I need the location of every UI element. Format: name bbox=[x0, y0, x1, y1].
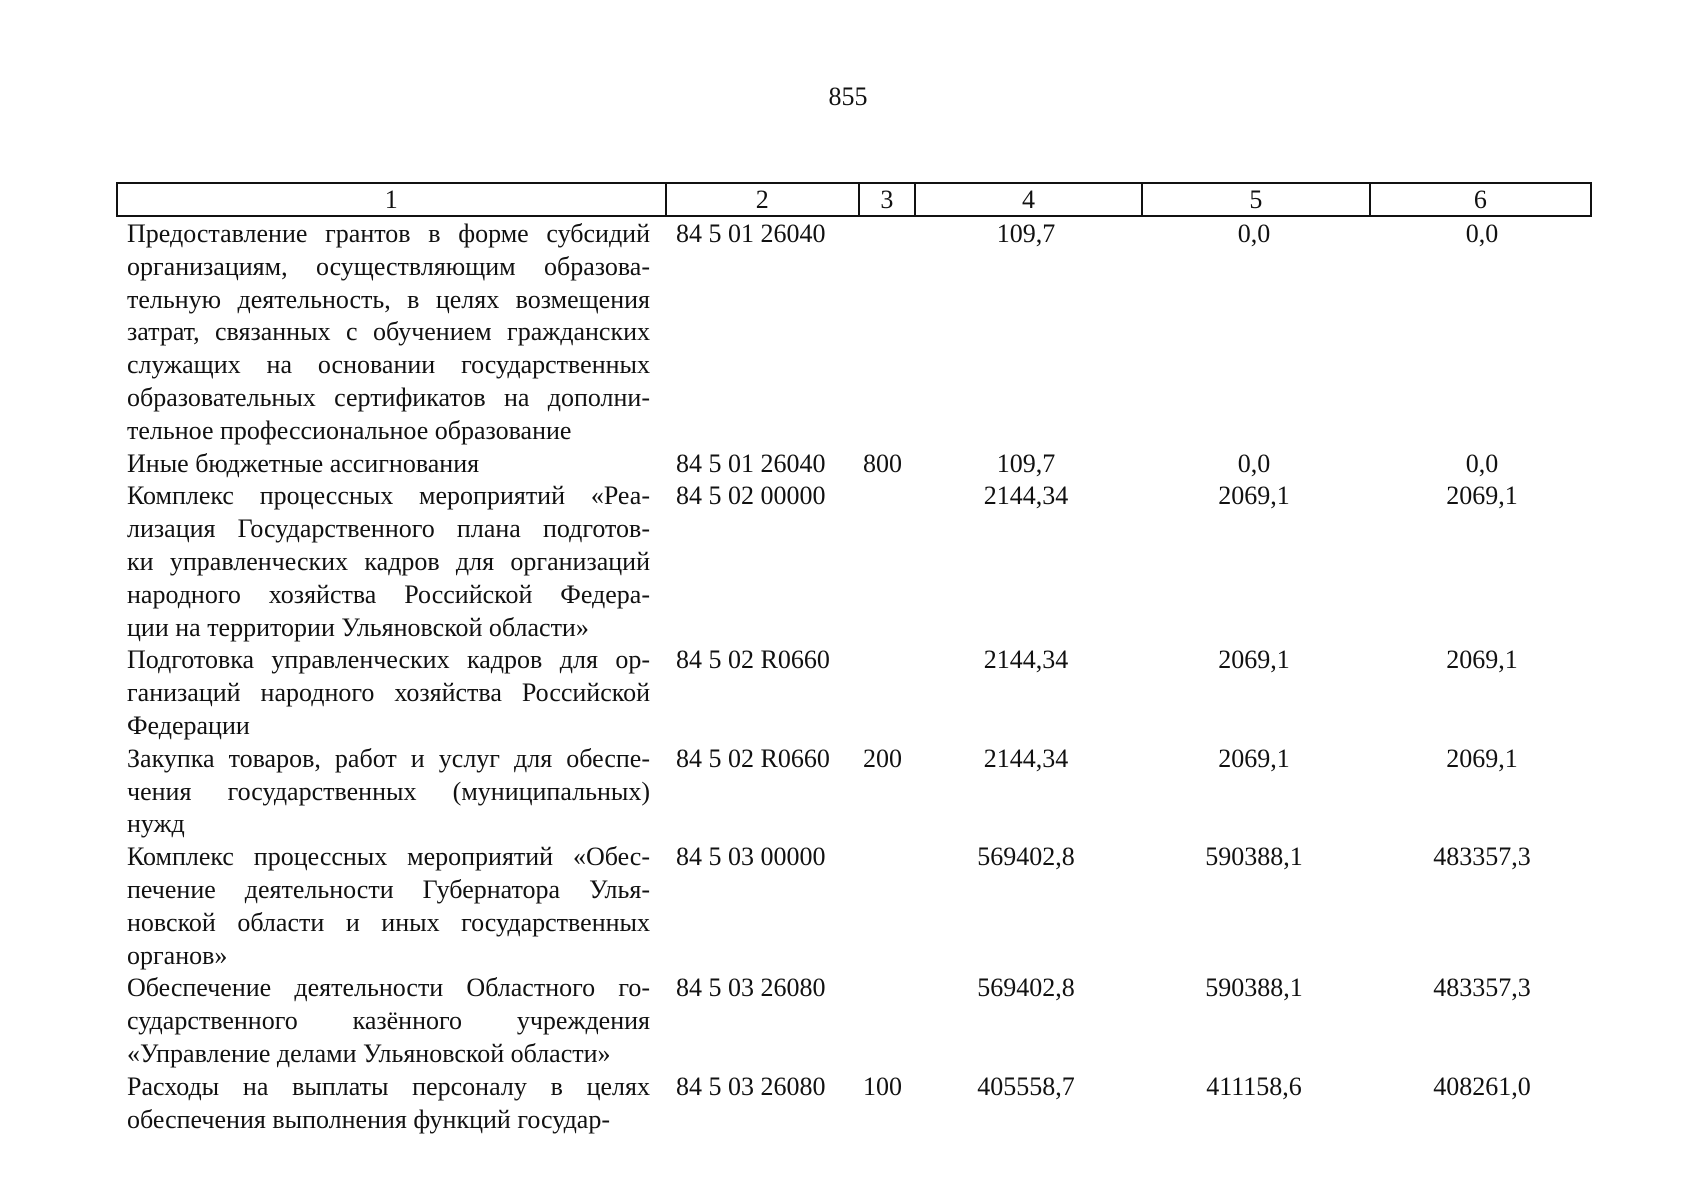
description-line: народного хозяйства Российской Федера- bbox=[127, 579, 650, 609]
row-value-4: 569402,8 bbox=[977, 973, 1075, 1003]
description-line: чения государственных (муниципальных) bbox=[127, 776, 650, 806]
header-col-3: 3 bbox=[860, 184, 916, 215]
row-description bbox=[127, 1071, 650, 1137]
table-row bbox=[0, 480, 1696, 644]
row-description bbox=[127, 972, 650, 1070]
description-line: тельное профессиональное образование bbox=[127, 415, 572, 445]
description-line: печение деятельности Губернатора Улья- bbox=[127, 874, 650, 904]
table-body bbox=[0, 218, 1696, 1136]
description-line: Федерации bbox=[127, 710, 250, 740]
description-line: Обеспечение деятельности Областного го- bbox=[127, 973, 650, 1003]
row-code: 84 5 01 26040 bbox=[676, 448, 826, 478]
row-code: 84 5 03 26080 bbox=[676, 1071, 826, 1101]
table-row bbox=[0, 448, 1696, 481]
row-description bbox=[127, 743, 650, 841]
row-value-4: 2144,34 bbox=[983, 481, 1069, 511]
row-type: 100 bbox=[863, 1071, 902, 1101]
description-line: образовательных сертификатов на дополни- bbox=[127, 382, 650, 412]
row-value-5: 0,0 bbox=[1237, 219, 1271, 248]
description-line: «Управление делами Ульяновской области» bbox=[127, 1038, 611, 1068]
row-value-6: 0,0 bbox=[1465, 219, 1499, 248]
row-description bbox=[127, 841, 650, 972]
header-col-1: 1 bbox=[118, 184, 667, 215]
row-description bbox=[127, 644, 650, 742]
row-description bbox=[127, 480, 650, 644]
description-line: нужд bbox=[127, 809, 185, 839]
header-col-2: 2 bbox=[667, 184, 860, 215]
row-value-4: 569402,8 bbox=[977, 842, 1075, 872]
description-line: тельную деятельность, в целях возмещения bbox=[127, 284, 650, 314]
row-type: 800 bbox=[863, 448, 902, 478]
row-code: 84 5 02 00000 bbox=[676, 481, 826, 511]
row-value-4: 109,7 bbox=[996, 219, 1056, 248]
description-line: служащих на основании государственных bbox=[127, 350, 650, 380]
description-line: Комплекс процессных мероприятий «Реа- bbox=[127, 481, 650, 511]
description-line: ции на территории Ульяновской области» bbox=[127, 612, 589, 642]
row-value-6: 483357,3 bbox=[1433, 973, 1531, 1003]
header-col-4: 4 bbox=[916, 184, 1143, 215]
row-value-6: 0,0 bbox=[1465, 448, 1499, 478]
row-code: 84 5 03 00000 bbox=[676, 842, 826, 872]
description-line: новской области и иных государственных bbox=[127, 907, 650, 937]
description-line: Комплекс процессных мероприятий «Обес- bbox=[127, 842, 650, 872]
header-col-5: 5 bbox=[1143, 184, 1370, 215]
row-value-5: 411158,6 bbox=[1206, 1071, 1302, 1101]
row-code: 84 5 02 R0660 bbox=[676, 743, 830, 773]
description-line: Подготовка управленческих кадров для ор- bbox=[127, 645, 650, 675]
row-code: 84 5 02 R0660 bbox=[676, 645, 830, 675]
header-col-6: 6 bbox=[1473, 185, 1487, 214]
row-value-6: 2069,1 bbox=[1446, 743, 1518, 773]
row-value-5: 0,0 bbox=[1237, 448, 1271, 478]
row-value-4: 109,7 bbox=[996, 448, 1056, 478]
description-line: Расходы на выплаты персоналу в целях bbox=[127, 1071, 650, 1101]
description-line: Предоставление грантов в форме субсидий bbox=[127, 219, 650, 248]
row-value-5: 590388,1 bbox=[1205, 973, 1303, 1003]
page-number: 855 bbox=[828, 82, 868, 111]
table-row bbox=[0, 644, 1696, 742]
row-value-6: 2069,1 bbox=[1446, 481, 1518, 511]
description-line: Иные бюджетные ассигнования bbox=[127, 448, 480, 478]
description-line: организациям, осуществляющим образова- bbox=[127, 251, 650, 281]
row-value-5: 2069,1 bbox=[1218, 481, 1290, 511]
row-description bbox=[127, 448, 650, 481]
row-value-4: 405558,7 bbox=[977, 1071, 1075, 1101]
description-line: органов» bbox=[127, 940, 228, 970]
description-line: сударственного казённого учреждения bbox=[127, 1006, 650, 1036]
row-value-6: 483357,3 bbox=[1433, 842, 1531, 872]
row-type: 200 bbox=[863, 743, 902, 773]
row-value-4: 2144,34 bbox=[983, 743, 1069, 773]
row-description bbox=[127, 218, 650, 448]
row-value-5: 2069,1 bbox=[1218, 743, 1290, 773]
row-value-5: 2069,1 bbox=[1218, 645, 1290, 675]
description-line: ганизаций народного хозяйства Российской bbox=[127, 678, 650, 708]
table-header bbox=[116, 182, 1592, 217]
description-line: затрат, связанных с обучением гражданских bbox=[127, 317, 650, 347]
row-value-6: 408261,0 bbox=[1433, 1071, 1531, 1101]
table-row bbox=[0, 841, 1696, 972]
description-line: Закупка товаров, работ и услуг для обеспе- bbox=[127, 743, 650, 773]
row-code: 84 5 01 26040 bbox=[676, 219, 826, 248]
description-line: ки управленческих кадров для организаций bbox=[127, 546, 650, 576]
description-line: лизация Государственного плана подготов- bbox=[127, 514, 650, 544]
table-row bbox=[0, 218, 1696, 448]
table-row bbox=[0, 1071, 1696, 1137]
description-line: обеспечения выполнения функций государ- bbox=[127, 1104, 610, 1134]
row-value-6: 2069,1 bbox=[1446, 645, 1518, 675]
row-value-4: 2144,34 bbox=[983, 645, 1069, 675]
table-row bbox=[0, 972, 1696, 1070]
row-code: 84 5 03 26080 bbox=[676, 973, 826, 1003]
table-row bbox=[0, 743, 1696, 841]
row-value-5: 590388,1 bbox=[1205, 842, 1303, 872]
